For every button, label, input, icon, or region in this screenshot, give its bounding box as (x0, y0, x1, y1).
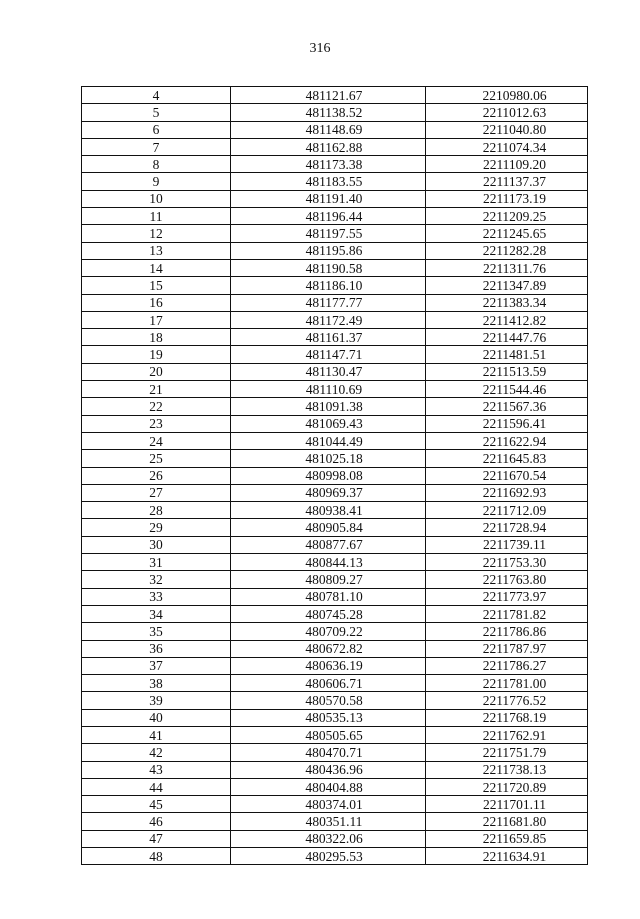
x-coordinate-cell: 480322.06 (231, 830, 426, 847)
x-coordinate-cell: 480938.41 (231, 502, 426, 519)
x-coordinate-cell: 481161.37 (231, 329, 426, 346)
table-row (82, 796, 588, 813)
x-coordinate-cell: 480374.01 (231, 796, 426, 813)
point-number-cell: 21 (82, 381, 231, 398)
table-row (82, 259, 588, 276)
table-row (82, 623, 588, 640)
table-row (82, 744, 588, 761)
x-coordinate-cell: 481044.49 (231, 432, 426, 449)
table-row (82, 657, 588, 674)
table-row (82, 363, 588, 380)
y-coordinate-cell: 2211245.65 (426, 225, 588, 242)
x-coordinate-cell: 480606.71 (231, 675, 426, 692)
x-coordinate-cell: 481190.58 (231, 259, 426, 276)
x-coordinate-cell: 481172.49 (231, 311, 426, 328)
point-number-cell: 14 (82, 259, 231, 276)
point-number-cell: 11 (82, 208, 231, 225)
table-row (82, 346, 588, 363)
table-row (82, 121, 588, 138)
x-coordinate-cell: 481130.47 (231, 363, 426, 380)
table-row (82, 173, 588, 190)
y-coordinate-cell: 2211622.94 (426, 432, 588, 449)
table-row (82, 502, 588, 519)
y-coordinate-cell: 2211173.19 (426, 190, 588, 207)
y-coordinate-cell: 2211481.51 (426, 346, 588, 363)
y-coordinate-cell: 2211567.36 (426, 398, 588, 415)
y-coordinate-cell: 2211786.27 (426, 657, 588, 674)
point-number-cell: 32 (82, 571, 231, 588)
y-coordinate-cell: 2211012.63 (426, 104, 588, 121)
x-coordinate-cell: 480709.22 (231, 623, 426, 640)
point-number-cell: 28 (82, 502, 231, 519)
y-coordinate-cell: 2211781.82 (426, 605, 588, 622)
point-number-cell: 18 (82, 329, 231, 346)
point-number-cell: 20 (82, 363, 231, 380)
x-coordinate-cell: 480809.27 (231, 571, 426, 588)
x-coordinate-cell: 481091.38 (231, 398, 426, 415)
table-row (82, 415, 588, 432)
x-coordinate-cell: 481162.88 (231, 138, 426, 155)
x-coordinate-cell: 480672.82 (231, 640, 426, 657)
x-coordinate-cell: 481197.55 (231, 225, 426, 242)
table-row (82, 208, 588, 225)
y-coordinate-cell: 2211762.91 (426, 726, 588, 743)
point-number-cell: 40 (82, 709, 231, 726)
table-row (82, 294, 588, 311)
point-number-cell: 9 (82, 173, 231, 190)
y-coordinate-cell: 2211645.83 (426, 450, 588, 467)
table-row (82, 588, 588, 605)
point-number-cell: 37 (82, 657, 231, 674)
x-coordinate-cell: 480905.84 (231, 519, 426, 536)
table-row (82, 242, 588, 259)
y-coordinate-cell: 2211739.11 (426, 536, 588, 553)
x-coordinate-cell: 480570.58 (231, 692, 426, 709)
table-row (82, 398, 588, 415)
point-number-cell: 39 (82, 692, 231, 709)
table-row (82, 104, 588, 121)
table-row (82, 381, 588, 398)
table-row (82, 640, 588, 657)
x-coordinate-cell: 480505.65 (231, 726, 426, 743)
y-coordinate-cell: 2211311.76 (426, 259, 588, 276)
point-number-cell: 29 (82, 519, 231, 536)
point-number-cell: 16 (82, 294, 231, 311)
point-number-cell: 35 (82, 623, 231, 640)
point-number-cell: 34 (82, 605, 231, 622)
y-coordinate-cell: 2211040.80 (426, 121, 588, 138)
y-coordinate-cell: 2211659.85 (426, 830, 588, 847)
table-row (82, 571, 588, 588)
y-coordinate-cell: 2211786.86 (426, 623, 588, 640)
y-coordinate-cell: 2211209.25 (426, 208, 588, 225)
point-number-cell: 15 (82, 277, 231, 294)
y-coordinate-cell: 2211447.76 (426, 329, 588, 346)
point-number-cell: 41 (82, 726, 231, 743)
table-row (82, 156, 588, 173)
coordinates-table (81, 86, 588, 865)
y-coordinate-cell: 2211513.59 (426, 363, 588, 380)
point-number-cell: 30 (82, 536, 231, 553)
x-coordinate-cell: 481186.10 (231, 277, 426, 294)
y-coordinate-cell: 2211773.97 (426, 588, 588, 605)
y-coordinate-cell: 2211701.11 (426, 796, 588, 813)
y-coordinate-cell: 2211412.82 (426, 311, 588, 328)
x-coordinate-cell: 480351.11 (231, 813, 426, 830)
x-coordinate-cell: 481183.55 (231, 173, 426, 190)
x-coordinate-cell: 481138.52 (231, 104, 426, 121)
table-row (82, 554, 588, 571)
point-number-cell: 5 (82, 104, 231, 121)
point-number-cell: 42 (82, 744, 231, 761)
x-coordinate-cell: 480436.96 (231, 761, 426, 778)
point-number-cell: 13 (82, 242, 231, 259)
y-coordinate-cell: 2211728.94 (426, 519, 588, 536)
x-coordinate-cell: 481177.77 (231, 294, 426, 311)
table-row (82, 830, 588, 847)
y-coordinate-cell: 2211781.00 (426, 675, 588, 692)
x-coordinate-cell: 480998.08 (231, 467, 426, 484)
point-number-cell: 45 (82, 796, 231, 813)
x-coordinate-cell: 481148.69 (231, 121, 426, 138)
y-coordinate-cell: 2211787.97 (426, 640, 588, 657)
y-coordinate-cell: 2211738.13 (426, 761, 588, 778)
y-coordinate-cell: 2211692.93 (426, 484, 588, 501)
point-number-cell: 36 (82, 640, 231, 657)
y-coordinate-cell: 2211768.19 (426, 709, 588, 726)
point-number-cell: 27 (82, 484, 231, 501)
table-row (82, 692, 588, 709)
point-number-cell: 17 (82, 311, 231, 328)
x-coordinate-cell: 480969.37 (231, 484, 426, 501)
y-coordinate-cell: 2211720.89 (426, 778, 588, 795)
point-number-cell: 26 (82, 467, 231, 484)
table-row (82, 675, 588, 692)
point-number-cell: 44 (82, 778, 231, 795)
y-coordinate-cell: 2211763.80 (426, 571, 588, 588)
x-coordinate-cell: 480295.53 (231, 848, 426, 865)
x-coordinate-cell: 480636.19 (231, 657, 426, 674)
table-row (82, 848, 588, 865)
x-coordinate-cell: 480844.13 (231, 554, 426, 571)
x-coordinate-cell: 480404.88 (231, 778, 426, 795)
y-coordinate-cell: 2211137.37 (426, 173, 588, 190)
y-coordinate-cell: 2211753.30 (426, 554, 588, 571)
y-coordinate-cell: 2211347.89 (426, 277, 588, 294)
x-coordinate-cell: 480535.13 (231, 709, 426, 726)
y-coordinate-cell: 2211596.41 (426, 415, 588, 432)
y-coordinate-cell: 2210980.06 (426, 87, 588, 104)
y-coordinate-cell: 2211681.80 (426, 813, 588, 830)
table-row (82, 138, 588, 155)
point-number-cell: 47 (82, 830, 231, 847)
x-coordinate-cell: 481069.43 (231, 415, 426, 432)
table-row (82, 813, 588, 830)
y-coordinate-cell: 2211109.20 (426, 156, 588, 173)
point-number-cell: 22 (82, 398, 231, 415)
y-coordinate-cell: 2211544.46 (426, 381, 588, 398)
table-row (82, 225, 588, 242)
x-coordinate-cell: 480745.28 (231, 605, 426, 622)
y-coordinate-cell: 2211751.79 (426, 744, 588, 761)
point-number-cell: 10 (82, 190, 231, 207)
table-row (82, 605, 588, 622)
point-number-cell: 7 (82, 138, 231, 155)
point-number-cell: 25 (82, 450, 231, 467)
point-number-cell: 48 (82, 848, 231, 865)
point-number-cell: 24 (82, 432, 231, 449)
x-coordinate-cell: 480877.67 (231, 536, 426, 553)
point-number-cell: 38 (82, 675, 231, 692)
x-coordinate-cell: 481191.40 (231, 190, 426, 207)
y-coordinate-cell: 2211383.34 (426, 294, 588, 311)
y-coordinate-cell: 2211074.34 (426, 138, 588, 155)
x-coordinate-cell: 481196.44 (231, 208, 426, 225)
y-coordinate-cell: 2211776.52 (426, 692, 588, 709)
point-number-cell: 43 (82, 761, 231, 778)
table-row (82, 87, 588, 104)
point-number-cell: 31 (82, 554, 231, 571)
point-number-cell: 19 (82, 346, 231, 363)
point-number-cell: 12 (82, 225, 231, 242)
table-row (82, 484, 588, 501)
y-coordinate-cell: 2211670.54 (426, 467, 588, 484)
x-coordinate-cell: 480781.10 (231, 588, 426, 605)
table-row (82, 329, 588, 346)
table-row (82, 190, 588, 207)
point-number-cell: 33 (82, 588, 231, 605)
y-coordinate-cell: 2211712.09 (426, 502, 588, 519)
coordinates-table-body (82, 87, 588, 865)
table-row (82, 778, 588, 795)
point-number-cell: 46 (82, 813, 231, 830)
table-row (82, 277, 588, 294)
y-coordinate-cell: 2211282.28 (426, 242, 588, 259)
x-coordinate-cell: 481195.86 (231, 242, 426, 259)
table-row (82, 761, 588, 778)
x-coordinate-cell: 481173.38 (231, 156, 426, 173)
table-row (82, 311, 588, 328)
y-coordinate-cell: 2211634.91 (426, 848, 588, 865)
table-row (82, 709, 588, 726)
x-coordinate-cell: 481147.71 (231, 346, 426, 363)
table-row (82, 726, 588, 743)
table-row (82, 519, 588, 536)
point-number-cell: 8 (82, 156, 231, 173)
table-row (82, 467, 588, 484)
x-coordinate-cell: 481121.67 (231, 87, 426, 104)
point-number-cell: 4 (82, 87, 231, 104)
x-coordinate-cell: 481110.69 (231, 381, 426, 398)
table-row (82, 536, 588, 553)
point-number-cell: 23 (82, 415, 231, 432)
point-number-cell: 6 (82, 121, 231, 138)
table-row (82, 432, 588, 449)
table-row (82, 450, 588, 467)
page-number: 316 (309, 41, 331, 56)
x-coordinate-cell: 481025.18 (231, 450, 426, 467)
x-coordinate-cell: 480470.71 (231, 744, 426, 761)
